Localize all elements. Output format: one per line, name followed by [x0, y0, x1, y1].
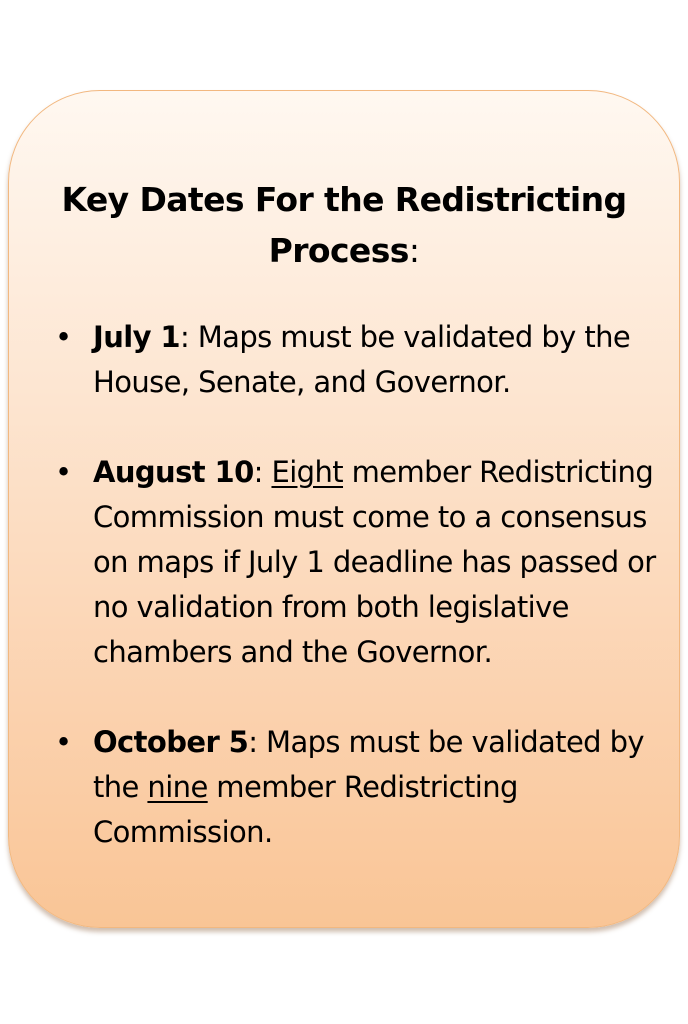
title-text: Key Dates For the Redistricting Process [61, 180, 627, 270]
card-title [9, 174, 679, 276]
key-dates-list [53, 315, 659, 900]
date-label: October 5 [93, 725, 249, 759]
emphasized-word: Eight [271, 455, 344, 489]
date-label: July 1 [93, 320, 180, 354]
item-text: member Redistricting Commission must come to a consensus on maps if July 1 deadline has passed or no validation from both legislative chambers and the Governor. [93, 455, 656, 669]
key-dates-card [8, 90, 680, 928]
item-text: Maps must be validated by the House, Senate, and Governor. [93, 320, 631, 399]
emphasized-word: nine [147, 770, 208, 804]
date-separator: : [253, 455, 263, 489]
list-item-august-10 [53, 450, 659, 675]
date-label: August 10 [93, 455, 254, 489]
bullet-icon: • [55, 455, 72, 489]
item-text-before: Maps must be validated by the [93, 725, 644, 804]
date-separator: : [248, 725, 258, 759]
date-separator: : [179, 320, 190, 354]
item-text-after: member Redistricting Commission. [93, 770, 518, 849]
list-item-july-1 [53, 315, 659, 405]
list-item-october-5 [53, 720, 659, 855]
bullet-icon: • [55, 320, 72, 354]
title-colon: : [408, 231, 420, 270]
bullet-icon: • [55, 725, 72, 759]
